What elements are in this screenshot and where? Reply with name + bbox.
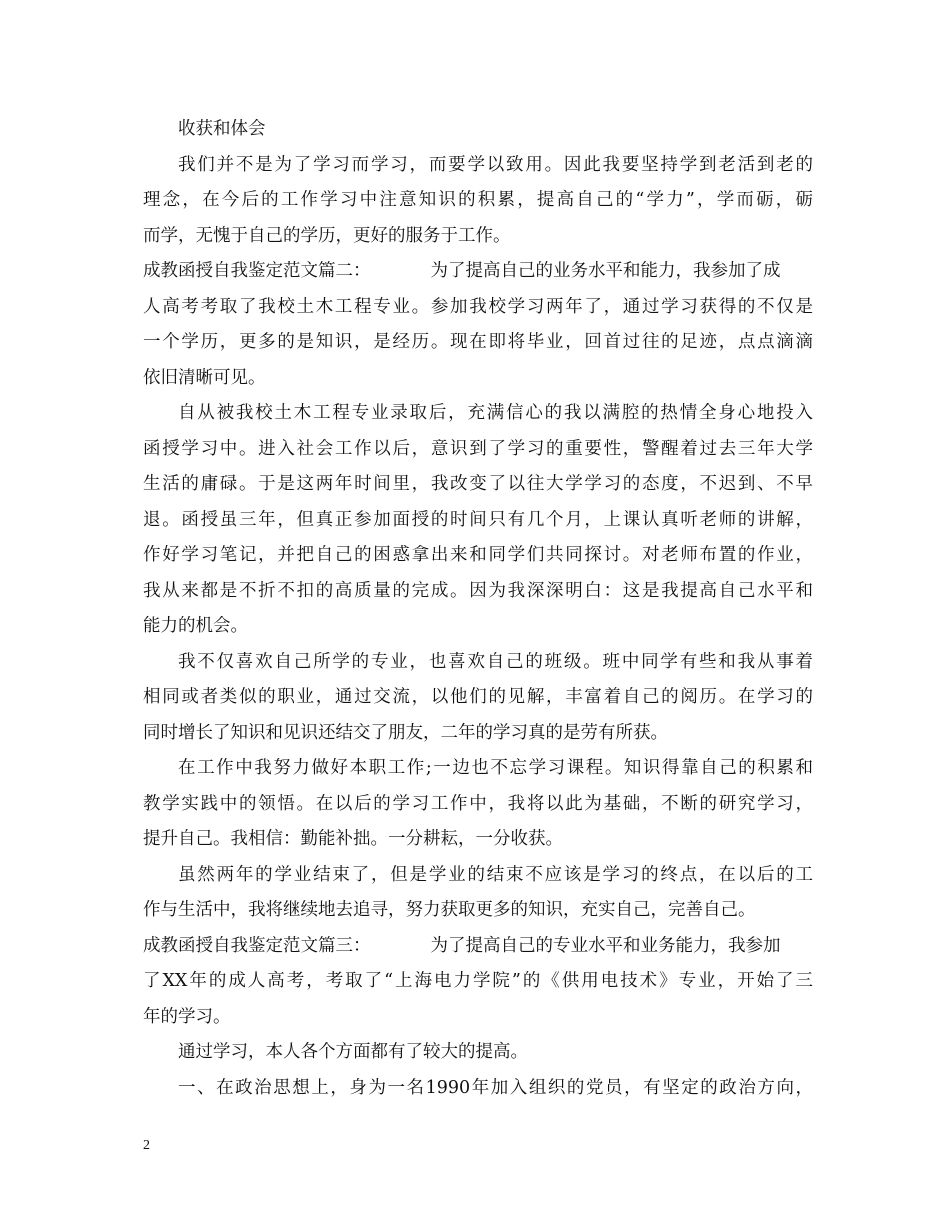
section-heading: 成教函授自我鉴定范文篇二：: [143, 261, 371, 281]
paragraph-line: 而学，无愧于自己的学历，更好的服务于工作。: [143, 225, 511, 246]
paragraph-line: 自从被我校土木工程专业录取后，充满信心的我以满腔的热情全身心地投入: [178, 403, 813, 423]
paragraph-line: 相同或者类似的职业，通过交流，以他们的见解，丰富着自己的阅历。在学习的: [143, 687, 813, 707]
document-body: [143, 112, 813, 1106]
paragraph-line: 人高考考取了我校土木工程专业。参加我校学习两年了，通过学习获得的不仅是: [143, 296, 813, 317]
paragraph-text: 为了提高自己的业务水平和能力，我参加了成: [430, 261, 781, 281]
section-heading-line: [143, 929, 813, 965]
paragraph-text: 为了提高自己的专业水平和业务能力，我参加: [430, 935, 781, 956]
paragraph-line: 教学实践中的领悟。在以后的学习工作中，我将以此为基础，不断的研究学习，: [143, 793, 813, 814]
paragraph-line: 函授学习中。进入社会工作以后，意识到了学习的重要性，警醒着过去三年大学: [143, 438, 813, 459]
paragraph-line: 依旧清晰可见。: [143, 367, 266, 388]
paragraph-line: 理念，在今后的工作学习中注意知识的积累，提高自己的“学力”，学而砺，砺: [143, 190, 813, 210]
paragraph-line: 一、在政治思想上，身为一名1990年加入组织的党员，有坚定的政治方向，: [178, 1077, 813, 1098]
section-heading-line: [143, 254, 813, 290]
paragraph-line: 同时增长了知识和见识还结交了朋友，二年的学习真的是劳有所获。: [143, 722, 668, 743]
paragraph-line: 一个学历，更多的是知识，是经历。现在即将毕业，回首过往的足迹，点点滴滴: [143, 332, 813, 352]
paragraph-line: 能力的机会。: [143, 616, 248, 636]
paragraph-line: 虽然两年的学业结束了，但是学业的结束不应该是学习的终点，在以后的工: [178, 864, 813, 885]
paragraph-line: 作与生活中，我将继续地去追寻，努力获取更多的知识，充实自己，完善自己。: [143, 900, 756, 920]
paragraph-line: 了XX年的成人高考，考取了“上海电力学院”的《供用电技术》专业，开始了三: [143, 971, 813, 991]
paragraph-line: 在工作中我努力做好本职工作;一边也不忘学习课程。知识得靠自己的积累和: [178, 758, 813, 778]
paragraph-line: 退。函授虽三年，但真正参加面授的时间只有几个月，上课认真听老师的讲解，: [143, 509, 813, 530]
page-number: 2: [143, 1138, 150, 1153]
paragraph-line: 我不仅喜欢自己所学的专业，也喜欢自己的班级。班中同学有些和我从事着: [178, 651, 813, 672]
paragraph-line: 收获和体会: [178, 119, 266, 139]
paragraph-line: 生活的庸碌。于是这两年时间里，我改变了以往大学学习的态度，不迟到、不早: [143, 474, 813, 494]
section-heading: 成教函授自我鉴定范文篇三：: [143, 935, 371, 956]
paragraph-line: 通过学习，本人各个方面都有了较大的提高。: [178, 1042, 528, 1062]
paragraph-line: 作好学习笔记，并把自己的困惑拿出来和同学们共同探讨。对老师布置的作业，: [143, 545, 813, 565]
paragraph-line: 提升自己。我相信：勤能补拙。一分耕耘，一分收获。: [143, 829, 563, 849]
paragraph-line: 我从来都是不折不扣的高质量的完成。因为我深深明白：这是我提高自己水平和: [143, 580, 813, 601]
paragraph-line: 我们并不是为了学习而学习，而要学以致用。因此我要坚持学到老活到老的: [178, 154, 813, 175]
paragraph-line: 年的学习。: [143, 1006, 231, 1027]
